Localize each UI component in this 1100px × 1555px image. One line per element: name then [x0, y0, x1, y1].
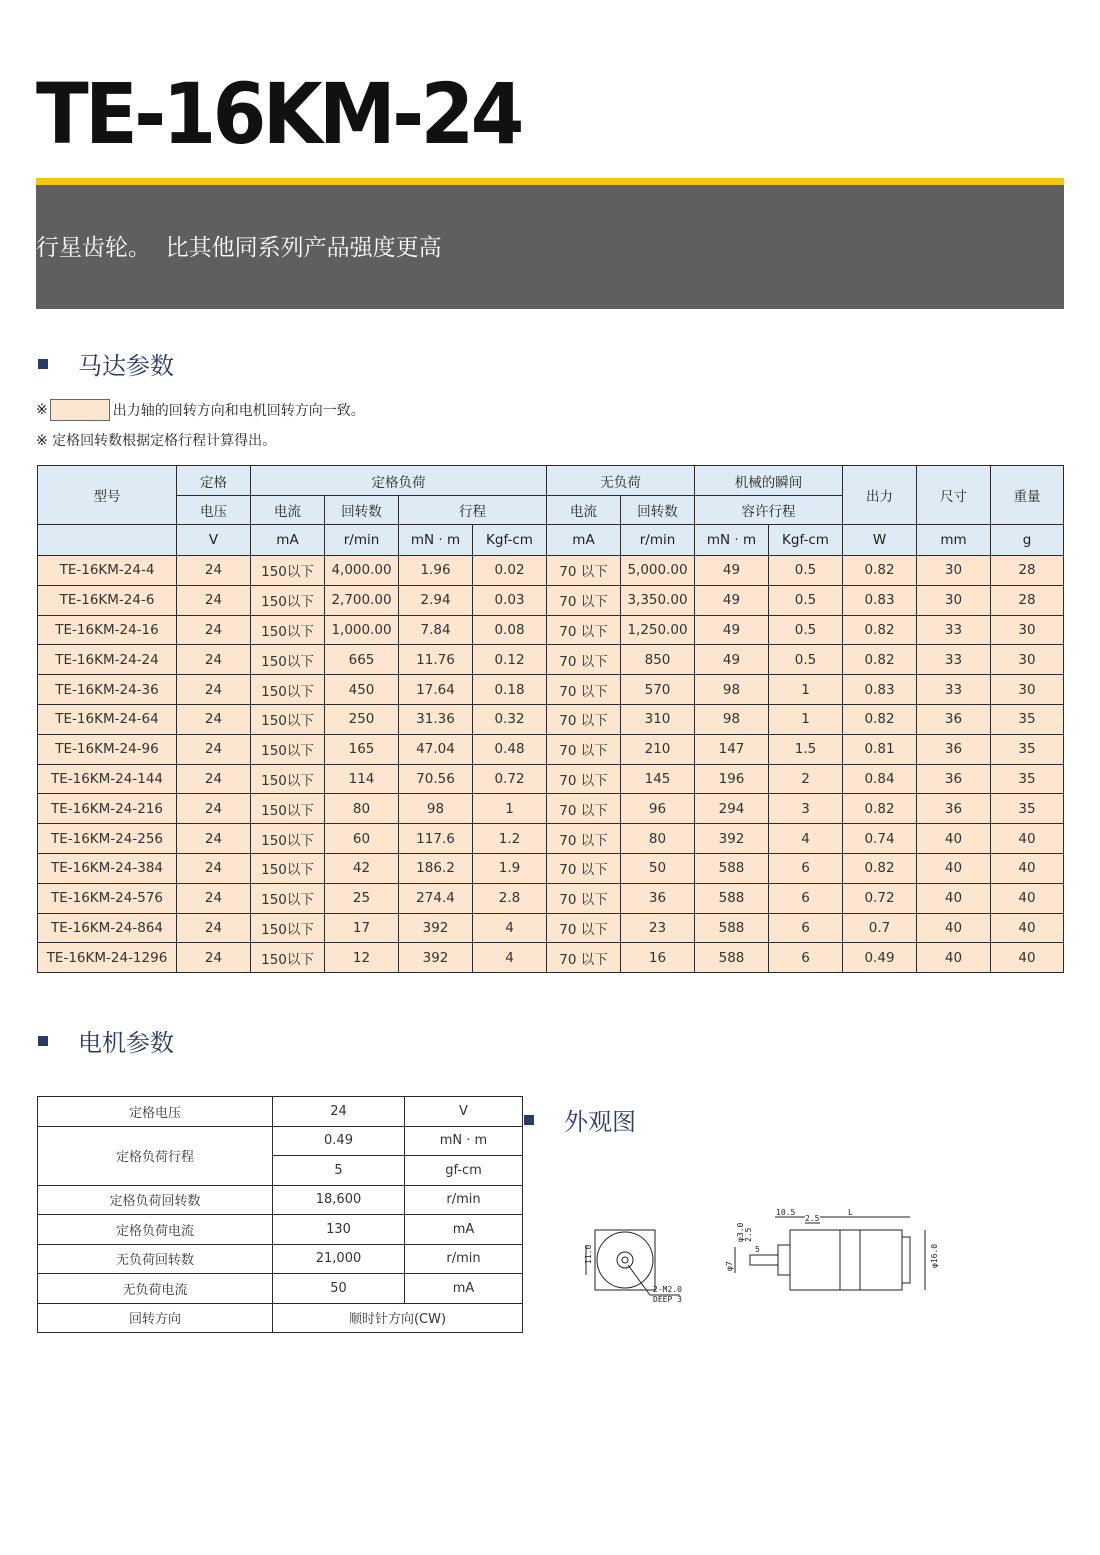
table-row — [38, 585, 1064, 615]
value-cell: 588 — [695, 943, 769, 973]
header-output: 出力 — [843, 466, 917, 525]
value-cell: 0.82 — [843, 556, 917, 586]
section-title: 电机参数 — [78, 1029, 174, 1057]
table-row — [38, 615, 1064, 645]
section-title: 外观图 — [564, 1108, 636, 1136]
units-row — [38, 525, 1064, 556]
value-cell: 0.81 — [843, 734, 917, 764]
value-cell: 150以下 — [251, 943, 325, 973]
value-cell: 40 — [917, 913, 991, 943]
value-cell: 0.49 — [843, 943, 917, 973]
value-cell: 0.82 — [843, 794, 917, 824]
dim-label: φ16.0 — [930, 1243, 939, 1268]
value-cell: 0.5 — [769, 556, 843, 586]
value-cell: 70 以下 — [547, 675, 621, 705]
value-cell: 70 以下 — [547, 585, 621, 615]
value-cell: 25 — [325, 883, 399, 913]
header-allow-torque: 容许行程 — [695, 496, 843, 525]
model-cell: TE-16KM-24-1296 — [38, 943, 177, 973]
value-cell: 150以下 — [251, 615, 325, 645]
header-rated-load: 定格负荷 — [251, 466, 547, 496]
value-cell: 80 — [325, 794, 399, 824]
value-cell: 24 — [177, 675, 251, 705]
value-cell: 114 — [325, 764, 399, 794]
value-cell: 2.8 — [473, 883, 547, 913]
value-cell: 70 以下 — [547, 824, 621, 854]
spec-table — [37, 465, 1064, 973]
value-cell: 42 — [325, 853, 399, 883]
motor-label: 定格负荷回转数 — [38, 1185, 273, 1215]
value-cell: 70 以下 — [547, 764, 621, 794]
value-cell: 294 — [695, 794, 769, 824]
value-cell: 23 — [621, 913, 695, 943]
value-cell: 1.2 — [473, 824, 547, 854]
motor-label: 定格负荷行程 — [38, 1126, 273, 1185]
model-cell: TE-16KM-24-384 — [38, 853, 177, 883]
value-cell: 850 — [621, 645, 695, 675]
value-cell: 117.6 — [399, 824, 473, 854]
banner-text: 行星齿轮。 比其他同系列产品强度更高 — [36, 235, 442, 261]
model-cell: TE-16KM-24-36 — [38, 675, 177, 705]
model-cell: TE-16KM-24-96 — [38, 734, 177, 764]
value-cell: 0.82 — [843, 615, 917, 645]
value-cell: 40 — [991, 853, 1064, 883]
note-line-1 — [36, 395, 365, 425]
value-cell: 0.02 — [473, 556, 547, 586]
motor-row — [38, 1303, 523, 1333]
section-heading-motor-params — [38, 346, 174, 381]
value-cell: 49 — [695, 585, 769, 615]
banner — [36, 185, 1064, 309]
value-cell: 50 — [621, 853, 695, 883]
value-cell: 28 — [991, 556, 1064, 586]
model-cell: TE-16KM-24-144 — [38, 764, 177, 794]
value-cell: 24 — [177, 764, 251, 794]
end-cap-outline — [902, 1237, 910, 1283]
value-cell: 96 — [621, 794, 695, 824]
note-mark: ※ — [36, 402, 48, 418]
motor-value: 130 — [273, 1215, 405, 1245]
model-cell: TE-16KM-24-16 — [38, 615, 177, 645]
value-cell: 1 — [769, 704, 843, 734]
value-cell: 40 — [991, 883, 1064, 913]
value-cell: 4 — [473, 943, 547, 973]
value-cell: 24 — [177, 704, 251, 734]
value-cell: 588 — [695, 913, 769, 943]
model-cell: TE-16KM-24-4 — [38, 556, 177, 586]
value-cell: 2.94 — [399, 585, 473, 615]
unit-cell: r/min — [621, 525, 695, 556]
header-current: 电流 — [251, 496, 325, 525]
table-row — [38, 734, 1064, 764]
value-cell: 150以下 — [251, 734, 325, 764]
value-cell: 70 以下 — [547, 704, 621, 734]
value-cell: 1 — [473, 794, 547, 824]
value-cell: 98 — [695, 704, 769, 734]
value-cell: 36 — [917, 704, 991, 734]
unit-cell: r/min — [325, 525, 399, 556]
value-cell: 40 — [917, 943, 991, 973]
value-cell: 49 — [695, 645, 769, 675]
value-cell: 150以下 — [251, 853, 325, 883]
motor-unit: r/min — [405, 1244, 523, 1274]
value-cell: 0.48 — [473, 734, 547, 764]
value-cell: 40 — [991, 943, 1064, 973]
value-cell: 49 — [695, 556, 769, 586]
model-cell: TE-16KM-24-6 — [38, 585, 177, 615]
value-cell: 150以下 — [251, 913, 325, 943]
value-cell: 0.72 — [843, 883, 917, 913]
appearance-drawing — [570, 1205, 950, 1315]
value-cell: 6 — [769, 913, 843, 943]
value-cell: 150以下 — [251, 883, 325, 913]
front-view-shaft — [622, 1257, 628, 1263]
value-cell: 1.96 — [399, 556, 473, 586]
motor-value: 0.49 — [273, 1126, 405, 1156]
header-nl-current: 电流 — [547, 496, 621, 525]
value-cell: 33 — [917, 675, 991, 705]
motor-unit: mN · m — [405, 1126, 523, 1156]
table-row — [38, 645, 1064, 675]
value-cell: 0.32 — [473, 704, 547, 734]
value-cell: 31.36 — [399, 704, 473, 734]
table-row — [38, 675, 1064, 705]
value-cell: 147 — [695, 734, 769, 764]
motor-label: 回转方向 — [38, 1303, 273, 1333]
value-cell: 7.84 — [399, 615, 473, 645]
value-cell: 0.84 — [843, 764, 917, 794]
unit-cell: mm — [917, 525, 991, 556]
model-cell: TE-16KM-24-864 — [38, 913, 177, 943]
header-row-1 — [38, 466, 1064, 496]
value-cell: 150以下 — [251, 645, 325, 675]
motor-row — [38, 1244, 523, 1274]
value-cell: 3 — [769, 794, 843, 824]
header-weight: 重量 — [991, 466, 1064, 525]
value-cell: 40 — [991, 824, 1064, 854]
notes — [36, 395, 365, 455]
note-line-2: ※ 定格回转数根据定格行程计算得出。 — [36, 433, 277, 449]
value-cell: 11.76 — [399, 645, 473, 675]
table-row — [38, 943, 1064, 973]
dim-label: 10.5 — [776, 1208, 796, 1217]
unit-cell: V — [177, 525, 251, 556]
motor-table — [37, 1096, 523, 1333]
motor-unit: V — [405, 1097, 523, 1127]
color-swatch — [50, 399, 110, 421]
value-cell: 70 以下 — [547, 556, 621, 586]
table-row — [38, 913, 1064, 943]
unit-cell: mN · m — [399, 525, 473, 556]
section-title: 马达参数 — [78, 352, 174, 380]
note-text: 出力轴的回转方向和电机回转方向一致。 — [112, 403, 365, 419]
value-cell: 0.82 — [843, 704, 917, 734]
value-cell: 588 — [695, 853, 769, 883]
motor-row — [38, 1185, 523, 1215]
section-heading-electric-params — [38, 1023, 174, 1058]
dim-label: 5 — [755, 1245, 760, 1254]
value-cell: 0.74 — [843, 824, 917, 854]
value-cell: 0.82 — [843, 853, 917, 883]
dim-label: 2-M2.0 — [653, 1285, 682, 1294]
value-cell: 4 — [473, 913, 547, 943]
header-speed: 回转数 — [325, 496, 399, 525]
model-cell: TE-16KM-24-24 — [38, 645, 177, 675]
unit-cell: g — [991, 525, 1064, 556]
value-cell: 0.5 — [769, 645, 843, 675]
header-mech-instant: 机械的瞬间 — [695, 466, 843, 496]
value-cell: 30 — [991, 675, 1064, 705]
value-cell: 24 — [177, 853, 251, 883]
value-cell: 665 — [325, 645, 399, 675]
value-cell: 35 — [991, 764, 1064, 794]
value-cell: 150以下 — [251, 794, 325, 824]
model-cell: TE-16KM-24-576 — [38, 883, 177, 913]
value-cell: 1 — [769, 675, 843, 705]
value-cell: 70.56 — [399, 764, 473, 794]
value-cell: 2 — [769, 764, 843, 794]
table-row — [38, 704, 1064, 734]
value-cell: 150以下 — [251, 556, 325, 586]
dim-label: DEEP 3 — [653, 1295, 682, 1304]
value-cell: 70 以下 — [547, 645, 621, 675]
dim-label: 11.0 — [584, 1244, 593, 1264]
value-cell: 570 — [621, 675, 695, 705]
value-cell: 17 — [325, 913, 399, 943]
value-cell: 150以下 — [251, 675, 325, 705]
value-cell: 392 — [399, 943, 473, 973]
table-row — [38, 853, 1064, 883]
value-cell: 6 — [769, 883, 843, 913]
motor-row — [38, 1215, 523, 1245]
value-cell: 24 — [177, 734, 251, 764]
hub-outline — [778, 1245, 790, 1275]
value-cell: 0.82 — [843, 645, 917, 675]
value-cell: 4,000.00 — [325, 556, 399, 586]
value-cell: 40 — [917, 824, 991, 854]
value-cell: 35 — [991, 734, 1064, 764]
value-cell: 0.83 — [843, 675, 917, 705]
value-cell: 274.4 — [399, 883, 473, 913]
value-cell: 35 — [991, 794, 1064, 824]
value-cell: 1,000.00 — [325, 615, 399, 645]
value-cell: 98 — [399, 794, 473, 824]
value-cell: 0.03 — [473, 585, 547, 615]
motor-value: 21,000 — [273, 1244, 405, 1274]
motor-row — [38, 1126, 523, 1156]
value-cell: 30 — [991, 615, 1064, 645]
unit-cell: mA — [251, 525, 325, 556]
dim-label: 2.5 — [805, 1214, 820, 1223]
value-cell: 70 以下 — [547, 913, 621, 943]
value-cell: 165 — [325, 734, 399, 764]
motor-value: 50 — [273, 1274, 405, 1304]
motor-label: 无负荷电流 — [38, 1274, 273, 1304]
motor-unit: mA — [405, 1274, 523, 1304]
shaft-outline — [750, 1255, 778, 1265]
section-heading-appearance — [524, 1102, 636, 1137]
motor-body-outline — [840, 1230, 902, 1290]
motor-value: 18,600 — [273, 1185, 405, 1215]
table-row — [38, 883, 1064, 913]
value-cell: 49 — [695, 615, 769, 645]
value-cell: 60 — [325, 824, 399, 854]
front-view-hub — [617, 1252, 633, 1268]
value-cell: 30 — [991, 645, 1064, 675]
value-cell: 0.5 — [769, 615, 843, 645]
motor-unit: r/min — [405, 1185, 523, 1215]
value-cell: 250 — [325, 704, 399, 734]
value-cell: 24 — [177, 645, 251, 675]
unit-cell: Kgf-cm — [769, 525, 843, 556]
value-cell: 12 — [325, 943, 399, 973]
value-cell: 145 — [621, 764, 695, 794]
value-cell: 24 — [177, 615, 251, 645]
model-cell: TE-16KM-24-64 — [38, 704, 177, 734]
value-cell: 24 — [177, 913, 251, 943]
value-cell: 6 — [769, 943, 843, 973]
dim-label: L — [848, 1208, 853, 1217]
value-cell: 70 以下 — [547, 943, 621, 973]
value-cell: 4 — [769, 824, 843, 854]
table-row — [38, 794, 1064, 824]
value-cell: 0.12 — [473, 645, 547, 675]
value-cell: 150以下 — [251, 764, 325, 794]
motor-value: 24 — [273, 1097, 405, 1127]
value-cell: 70 以下 — [547, 615, 621, 645]
dim-label: 2.5 — [744, 1227, 753, 1242]
value-cell: 0.18 — [473, 675, 547, 705]
header-torque: 行程 — [399, 496, 547, 525]
unit-cell: mA — [547, 525, 621, 556]
value-cell: 28 — [991, 585, 1064, 615]
motor-label: 定格电压 — [38, 1097, 273, 1127]
value-cell: 24 — [177, 794, 251, 824]
motor-value: 5 — [273, 1156, 405, 1186]
motor-value: 顺时针方向(CW) — [273, 1303, 523, 1333]
motor-unit: mA — [405, 1215, 523, 1245]
value-cell: 150以下 — [251, 585, 325, 615]
value-cell: 40 — [991, 913, 1064, 943]
dim-label: φ7 — [725, 1261, 734, 1271]
value-cell: 17.64 — [399, 675, 473, 705]
value-cell: 33 — [917, 645, 991, 675]
value-cell: 186.2 — [399, 853, 473, 883]
value-cell: 1,250.00 — [621, 615, 695, 645]
value-cell: 24 — [177, 883, 251, 913]
unit-cell: mN · m — [695, 525, 769, 556]
value-cell: 392 — [695, 824, 769, 854]
spec-table-body — [38, 556, 1064, 973]
value-cell: 150以下 — [251, 824, 325, 854]
value-cell: 3,350.00 — [621, 585, 695, 615]
value-cell: 2,700.00 — [325, 585, 399, 615]
value-cell: 24 — [177, 824, 251, 854]
header-no-load: 无负荷 — [547, 466, 695, 496]
value-cell: 40 — [917, 853, 991, 883]
value-cell: 33 — [917, 615, 991, 645]
value-cell: 47.04 — [399, 734, 473, 764]
model-cell: TE-16KM-24-256 — [38, 824, 177, 854]
value-cell: 588 — [695, 883, 769, 913]
value-cell: 40 — [917, 883, 991, 913]
value-cell: 36 — [621, 883, 695, 913]
header-rated: 定格 — [177, 466, 251, 496]
motor-unit: gf-cm — [405, 1156, 523, 1186]
value-cell: 30 — [917, 585, 991, 615]
value-cell: 35 — [991, 704, 1064, 734]
value-cell: 1.5 — [769, 734, 843, 764]
square-bullet-icon — [38, 1036, 48, 1046]
page-title: TE-16KM-24 — [36, 65, 521, 163]
motor-label: 定格负荷电流 — [38, 1215, 273, 1245]
value-cell: 30 — [917, 556, 991, 586]
model-cell: TE-16KM-24-216 — [38, 794, 177, 824]
value-cell: 392 — [399, 913, 473, 943]
value-cell: 70 以下 — [547, 853, 621, 883]
value-cell: 0.08 — [473, 615, 547, 645]
value-cell: 450 — [325, 675, 399, 705]
value-cell: 36 — [917, 794, 991, 824]
value-cell: 70 以下 — [547, 794, 621, 824]
header-model: 型号 — [38, 466, 177, 525]
table-row — [38, 824, 1064, 854]
value-cell: 150以下 — [251, 704, 325, 734]
table-row — [38, 556, 1064, 586]
value-cell: 24 — [177, 585, 251, 615]
header-voltage: 电压 — [177, 496, 251, 525]
front-view-circle — [597, 1232, 653, 1288]
header-size: 尺寸 — [917, 466, 991, 525]
square-bullet-icon — [524, 1115, 534, 1125]
value-cell: 0.83 — [843, 585, 917, 615]
value-cell: 36 — [917, 764, 991, 794]
motor-row — [38, 1097, 523, 1127]
units-spacer — [38, 525, 177, 556]
value-cell: 98 — [695, 675, 769, 705]
value-cell: 24 — [177, 556, 251, 586]
unit-cell: W — [843, 525, 917, 556]
value-cell: 80 — [621, 824, 695, 854]
value-cell: 310 — [621, 704, 695, 734]
unit-cell: Kgf-cm — [473, 525, 547, 556]
front-view-outline — [595, 1230, 655, 1290]
value-cell: 70 以下 — [547, 883, 621, 913]
motor-label: 无负荷回转数 — [38, 1244, 273, 1274]
value-cell: 5,000.00 — [621, 556, 695, 586]
value-cell: 36 — [917, 734, 991, 764]
value-cell: 0.7 — [843, 913, 917, 943]
header-nl-speed: 回转数 — [621, 496, 695, 525]
value-cell: 24 — [177, 943, 251, 973]
motor-row — [38, 1274, 523, 1304]
accent-bar — [36, 178, 1064, 185]
value-cell: 196 — [695, 764, 769, 794]
square-bullet-icon — [38, 359, 48, 369]
value-cell: 6 — [769, 853, 843, 883]
dim-label: φ3.0 — [736, 1222, 745, 1242]
value-cell: 0.72 — [473, 764, 547, 794]
gearbox-outline — [790, 1230, 840, 1290]
table-row — [38, 764, 1064, 794]
value-cell: 1.9 — [473, 853, 547, 883]
value-cell: 70 以下 — [547, 734, 621, 764]
value-cell: 210 — [621, 734, 695, 764]
value-cell: 0.5 — [769, 585, 843, 615]
value-cell: 16 — [621, 943, 695, 973]
